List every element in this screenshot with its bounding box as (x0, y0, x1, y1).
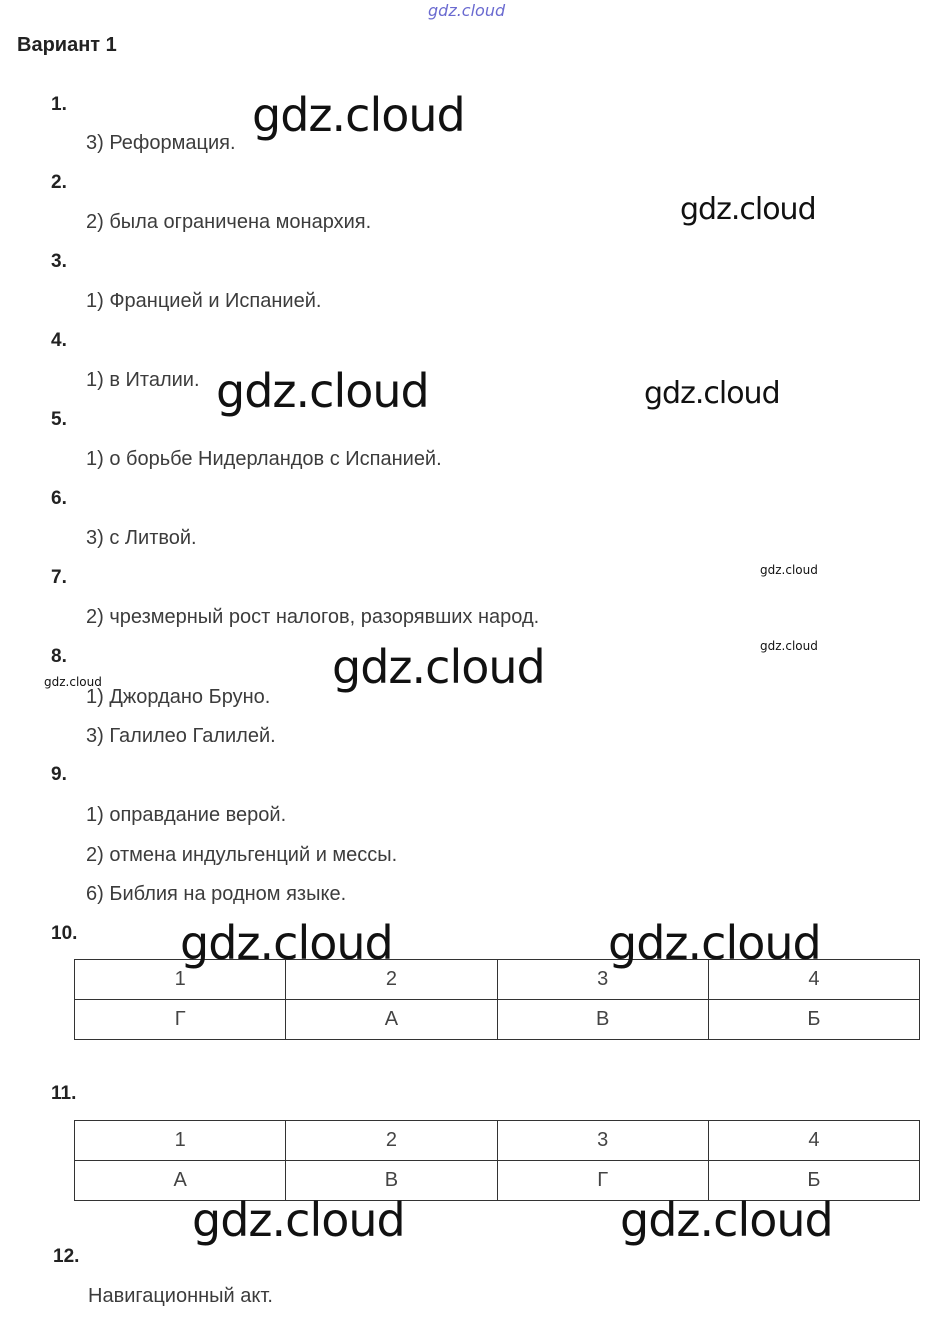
table-row (75, 1000, 920, 1040)
answer-text: 1) о борьбе Нидерландов с Испанией. (86, 448, 442, 470)
answer-text: Навигационный акт. (88, 1285, 273, 1307)
watermark: gdz.cloud (760, 563, 818, 577)
table-cell: В (497, 1000, 708, 1040)
table-cell: 4 (708, 1121, 919, 1161)
watermark: gdz.cloud (192, 1193, 405, 1247)
table-cell: Г (497, 1161, 708, 1201)
answer-table (74, 959, 920, 1040)
variant-title: Вариант 1 (17, 34, 117, 56)
answer-text: 2) чрезмерный рост налогов, разорявших народ. (86, 606, 540, 628)
table-cell: А (286, 1000, 497, 1040)
table-cell: 3 (497, 1121, 708, 1161)
watermark: gdz.cloud (252, 88, 465, 142)
table-cell: Б (708, 1161, 919, 1201)
watermark: gdz.cloud (44, 675, 102, 689)
table-cell: Г (75, 1000, 286, 1040)
answer-text: 3) Реформация. (86, 132, 236, 154)
watermark: gdz.cloud (216, 364, 429, 418)
watermark: gdz.cloud (760, 639, 818, 653)
question-number: 4. (51, 330, 67, 351)
table-cell: 1 (75, 960, 286, 1000)
answer-text: 2) была ограничена монархия. (86, 211, 372, 233)
table-cell: 4 (708, 960, 919, 1000)
question-number: 5. (51, 409, 67, 430)
answer-text: 1) Джордано Бруно. (86, 686, 271, 708)
header-watermark: gdz.cloud (428, 1, 506, 20)
table-cell: Б (708, 1000, 919, 1040)
question-number: 12. (53, 1246, 80, 1267)
question-number: 7. (51, 567, 67, 588)
question-number: 11. (51, 1083, 77, 1104)
question-number: 1. (51, 94, 67, 115)
answer-text: 3) Галилео Галилей. (86, 725, 276, 747)
question-number: 3. (51, 251, 67, 272)
table-cell: 3 (497, 960, 708, 1000)
answer-text: 6) Библия на родном языке. (86, 883, 347, 905)
answer-text: 1) Францией и Испанией. (86, 290, 322, 312)
answer-text: 1) оправдание верой. (86, 804, 287, 826)
table-cell: 2 (286, 1121, 497, 1161)
question-number: 6. (51, 488, 67, 509)
watermark: gdz.cloud (620, 1193, 833, 1247)
question-number: 9. (51, 764, 67, 785)
table-header-row (75, 1121, 920, 1161)
watermark: gdz.cloud (680, 192, 816, 227)
question-number: 8. (51, 646, 67, 667)
answer-text: 3) с Литвой. (86, 527, 197, 549)
watermark: gdz.cloud (332, 640, 545, 694)
table-cell: А (75, 1161, 286, 1201)
watermark: gdz.cloud (644, 376, 780, 411)
table-cell: 2 (286, 960, 497, 1000)
table-cell: В (286, 1161, 497, 1201)
table-cell: 1 (75, 1121, 286, 1161)
question-number: 2. (51, 172, 67, 193)
watermark: gdz.cloud (608, 916, 821, 970)
watermark: gdz.cloud (180, 916, 393, 970)
answer-text: 2) отмена индульгенций и мессы. (86, 844, 398, 866)
question-number: 10. (51, 923, 78, 944)
answer-text: 1) в Италии. (86, 369, 200, 391)
answer-table (74, 1120, 920, 1201)
